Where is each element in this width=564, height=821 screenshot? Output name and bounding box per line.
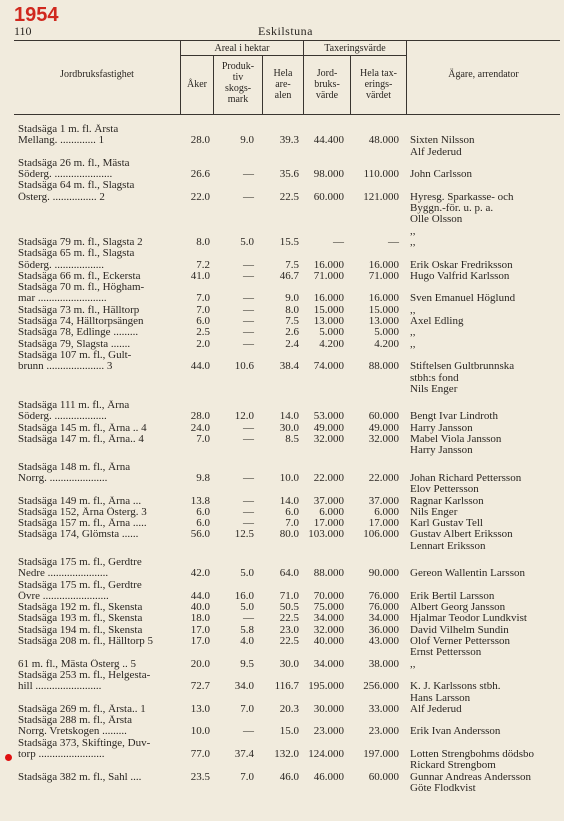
jordbruksvarde-cell: 5.000 bbox=[319, 326, 344, 339]
property-cell: Stadsäga 107 m. fl., Gult- bbox=[18, 349, 132, 361]
header-owner: Ägare, arrendator bbox=[448, 69, 519, 80]
skogsmark-cell: 37.4 bbox=[234, 748, 254, 761]
taxeringsvarde-cell: 197.000 bbox=[363, 748, 399, 761]
hela-arealen-cell: 7.5 bbox=[285, 315, 299, 328]
taxeringsvarde-cell: 71.000 bbox=[368, 269, 399, 282]
taxeringsvarde-cell: 33.000 bbox=[368, 702, 399, 715]
jordbruksvarde-cell: 16.000 bbox=[313, 292, 344, 305]
owner-cell: Olof Verner Pettersson bbox=[410, 635, 510, 648]
header-tax-group: Taxeringsvärde bbox=[324, 43, 386, 54]
table-row bbox=[0, 473, 564, 484]
jordbruksvarde-cell: 103.000 bbox=[308, 528, 344, 541]
property-cell: Stadsäga 79 m. fl., Slagsta 2 bbox=[18, 236, 143, 248]
header-property: Jordbruksfastighet bbox=[60, 69, 134, 80]
skogsmark-cell: 12.5 bbox=[234, 528, 254, 541]
skogsmark-cell: — bbox=[243, 725, 254, 738]
owner-cell: ,, bbox=[410, 224, 416, 237]
aker-cell: 6.0 bbox=[196, 315, 210, 328]
owner-cell: Ragnar Karlsson bbox=[410, 494, 484, 507]
table-row bbox=[0, 772, 564, 783]
table-row bbox=[0, 214, 564, 225]
property-cell: Stadsäga 193 m. fl., Skensta bbox=[18, 613, 143, 625]
table-row bbox=[0, 271, 564, 282]
owner-cell: Alf Jederud bbox=[410, 702, 462, 715]
skogsmark-cell: 5.8 bbox=[240, 623, 254, 636]
skogsmark-cell: 5.0 bbox=[240, 601, 254, 614]
jordbruksvarde-cell: 13.000 bbox=[313, 315, 344, 328]
jordbruksvarde-cell: 22.000 bbox=[313, 471, 344, 484]
owner-cell: Nils Enger bbox=[410, 382, 458, 395]
skogsmark-cell: — bbox=[243, 292, 254, 305]
aker-cell: 44.0 bbox=[190, 360, 210, 373]
taxeringsvarde-cell: 15.000 bbox=[368, 303, 399, 316]
skogsmark-cell: — bbox=[243, 421, 254, 434]
owner-cell: Axel Edling bbox=[410, 315, 464, 328]
header-skog: Produk- tiv skogs- mark bbox=[221, 61, 255, 105]
owner-cell: ,, bbox=[410, 303, 416, 316]
taxeringsvarde-cell: 34.000 bbox=[368, 612, 399, 625]
taxeringsvarde-cell: 49.000 bbox=[368, 421, 399, 434]
skogsmark-cell: — bbox=[243, 612, 254, 625]
aker-cell: 40.0 bbox=[190, 601, 210, 614]
owner-cell: Olle Olsson bbox=[410, 213, 463, 226]
table-row bbox=[0, 783, 564, 794]
hela-arealen-cell: 23.0 bbox=[279, 623, 299, 636]
owner-cell: Göte Flodkvist bbox=[410, 781, 476, 794]
jordbruksvarde-cell: 17.000 bbox=[313, 517, 344, 530]
owner-cell: Hugo Valfrid Karlsson bbox=[410, 269, 510, 282]
jordbruksvarde-cell: 4.200 bbox=[319, 337, 344, 350]
aker-cell: 8.0 bbox=[196, 235, 210, 248]
skogsmark-cell: — bbox=[243, 494, 254, 507]
aker-cell: 7.2 bbox=[196, 258, 210, 271]
hela-arealen-cell: 132.0 bbox=[274, 748, 299, 761]
owner-cell: Sixten Nilsson bbox=[410, 134, 475, 147]
jordbruksvarde-cell: 34.000 bbox=[313, 657, 344, 670]
page-number: 110 bbox=[14, 24, 32, 38]
red-marker-dot bbox=[5, 754, 12, 761]
table-row bbox=[0, 384, 564, 395]
hela-arealen-cell: 15.0 bbox=[279, 725, 299, 738]
taxeringsvarde-cell: 13.000 bbox=[368, 315, 399, 328]
hela-arealen-cell: 6.0 bbox=[285, 505, 299, 518]
taxeringsvarde-cell: 76.000 bbox=[368, 601, 399, 614]
table-row bbox=[0, 434, 564, 445]
table-row bbox=[0, 339, 564, 350]
taxeringsvarde-cell: 121.000 bbox=[363, 190, 399, 203]
table-body bbox=[0, 124, 564, 794]
hela-arealen-cell: 10.0 bbox=[279, 471, 299, 484]
skogsmark-cell: — bbox=[243, 258, 254, 271]
taxeringsvarde-cell: 16.000 bbox=[368, 292, 399, 305]
property-cell: 61 m. fl., Mästa Österg .. 5 bbox=[18, 658, 137, 670]
table-row bbox=[0, 169, 564, 180]
owner-cell: ,, bbox=[410, 337, 416, 350]
owner-cell: Hyresg. Sparkasse- och bbox=[410, 190, 514, 203]
owner-cell: Erik Oskar Fredriksson bbox=[410, 258, 513, 271]
taxeringsvarde-cell: 6.000 bbox=[374, 505, 399, 518]
taxeringsvarde-cell: 60.000 bbox=[368, 770, 399, 783]
aker-cell: 17.0 bbox=[190, 635, 210, 648]
property-cell: Stadsäga 65 m. fl., Slagsta bbox=[18, 248, 135, 260]
header-aker: Åker bbox=[187, 79, 207, 90]
aker-cell: 7.0 bbox=[196, 292, 210, 305]
property-cell: Norrg. Vretskogen ......... bbox=[18, 726, 127, 738]
jordbruksvarde-cell: 60.000 bbox=[313, 190, 344, 203]
taxeringsvarde-cell: 32.000 bbox=[368, 433, 399, 446]
jordbruksvarde-cell: 16.000 bbox=[313, 258, 344, 271]
skogsmark-cell: — bbox=[243, 505, 254, 518]
property-cell: Stadsäga 1 m. fl. Ärsta bbox=[18, 124, 119, 135]
aker-cell: 18.0 bbox=[190, 612, 210, 625]
jordbruksvarde-cell: 23.000 bbox=[313, 725, 344, 738]
property-cell: Stadsäga 111 m. fl., Ärna bbox=[18, 400, 130, 412]
table-row bbox=[0, 659, 564, 670]
property-cell: Stadsäga 66 m. fl., Eckersta bbox=[18, 270, 141, 282]
table-row bbox=[0, 147, 564, 158]
owner-cell: Karl Gustav Tell bbox=[410, 517, 483, 530]
aker-cell: 77.0 bbox=[190, 748, 210, 761]
owner-cell: Gustav Albert Eriksson bbox=[410, 528, 513, 541]
owner-cell: Harry Jansson bbox=[410, 421, 473, 434]
property-cell: Stadsäga 79, Slagsta ....... bbox=[18, 338, 131, 350]
owner-cell: John Carlsson bbox=[410, 168, 473, 181]
aker-cell: 9.8 bbox=[196, 471, 210, 484]
table-row bbox=[0, 203, 564, 214]
hela-arealen-cell: 9.0 bbox=[285, 292, 299, 305]
jordbruksvarde-cell: — bbox=[333, 235, 344, 248]
owner-cell: ,, bbox=[410, 326, 416, 339]
property-cell: Stadsäga 174, Glömsta ...... bbox=[18, 529, 139, 541]
skogsmark-cell: 16.0 bbox=[234, 589, 254, 602]
property-cell: Söderg. .................. bbox=[18, 259, 104, 271]
jordbruksvarde-cell: 32.000 bbox=[313, 433, 344, 446]
taxeringsvarde-cell: 106.000 bbox=[363, 528, 399, 541]
property-cell: Stadsäga 73 m. fl., Hälltorp bbox=[18, 304, 140, 316]
taxeringsvarde-cell: 256.000 bbox=[363, 680, 399, 693]
owner-cell: Nils Enger bbox=[410, 505, 458, 518]
jordbruksvarde-cell: 70.000 bbox=[313, 589, 344, 602]
hela-arealen-cell: 39.3 bbox=[279, 134, 299, 147]
owner-cell: Byggn.-för. u. p. a. bbox=[410, 202, 494, 215]
jordbruksvarde-cell: 46.000 bbox=[313, 770, 344, 783]
table-row bbox=[0, 373, 564, 384]
property-cell: Stadsäga 157 m. fl., Ärna ..... bbox=[18, 518, 147, 530]
owner-cell: stbh:s fond bbox=[410, 371, 459, 384]
owner-cell: Sven Emanuel Höglund bbox=[410, 292, 516, 305]
property-cell: brunn ..................... 3 bbox=[18, 361, 113, 373]
hela-arealen-cell: 20.3 bbox=[279, 702, 299, 715]
aker-cell: 56.0 bbox=[190, 528, 210, 541]
property-cell: Stadsäga 373, Skiftinge, Duv- bbox=[18, 737, 151, 749]
hela-arealen-cell: 14.0 bbox=[279, 410, 299, 423]
property-cell: Stadsäga 192 m. fl., Skensta bbox=[18, 602, 143, 614]
taxeringsvarde-cell: 22.000 bbox=[368, 471, 399, 484]
table-row bbox=[0, 529, 564, 540]
aker-cell: 13.0 bbox=[190, 702, 210, 715]
owner-cell: Lotten Strengbohms dödsbo bbox=[410, 748, 535, 761]
table-row bbox=[0, 237, 564, 248]
taxeringsvarde-cell: 17.000 bbox=[368, 517, 399, 530]
property-cell: Söderg. ..................... bbox=[18, 169, 113, 181]
table-row bbox=[0, 305, 564, 316]
taxeringsvarde-cell: 88.000 bbox=[368, 360, 399, 373]
jordbruksvarde-cell: 98.000 bbox=[313, 168, 344, 181]
aker-cell: 7.0 bbox=[196, 433, 210, 446]
owner-cell: Johan Richard Pettersson bbox=[410, 471, 522, 484]
hela-arealen-cell: 22.5 bbox=[279, 635, 299, 648]
hela-arealen-cell: 64.0 bbox=[279, 567, 299, 580]
jordbruksvarde-cell: 6.000 bbox=[319, 505, 344, 518]
taxeringsvarde-cell: 76.000 bbox=[368, 589, 399, 602]
property-cell: Övre ........................ bbox=[18, 590, 109, 602]
skogsmark-cell: — bbox=[243, 303, 254, 316]
property-cell: mar ......................... bbox=[18, 293, 107, 305]
property-cell: Söderg. ................... bbox=[18, 411, 107, 423]
header-bottom-rule bbox=[14, 114, 560, 115]
skogsmark-cell: — bbox=[243, 168, 254, 181]
table-row bbox=[0, 704, 564, 715]
property-cell: Stadsäga 194 m. fl., Skensta bbox=[18, 624, 143, 636]
table-row bbox=[0, 760, 564, 771]
jordbruksvarde-cell: 49.000 bbox=[313, 421, 344, 434]
aker-cell: 72.7 bbox=[190, 680, 210, 693]
table-row bbox=[0, 647, 564, 658]
table-row bbox=[0, 726, 564, 737]
header-area-group: Areal i hektar bbox=[214, 43, 270, 54]
hela-arealen-cell: 80.0 bbox=[279, 528, 299, 541]
header-hela-taxeringsvardet: Hela tax- erings- värdet bbox=[360, 68, 397, 101]
property-cell: Stadsäga 148 m. fl., Ärna bbox=[18, 461, 131, 473]
jordbruksvarde-cell: 88.000 bbox=[313, 567, 344, 580]
jordbruksvarde-cell: 30.000 bbox=[313, 702, 344, 715]
hela-arealen-cell: 38.4 bbox=[279, 360, 299, 373]
owner-cell: Rickard Strengbom bbox=[410, 759, 496, 772]
skogsmark-cell: 34.0 bbox=[234, 680, 254, 693]
owner-cell: Harry Jansson bbox=[410, 444, 473, 457]
owner-cell: K. J. Karlssons stbh. bbox=[410, 680, 501, 693]
owner-cell: ,, bbox=[410, 235, 416, 248]
owner-cell: Erik Bertil Larsson bbox=[410, 589, 495, 602]
hela-arealen-cell: 30.0 bbox=[279, 657, 299, 670]
table-row bbox=[0, 135, 564, 146]
property-cell: Stadsäga 145 m. fl., Ärna .. 4 bbox=[18, 422, 147, 434]
property-cell: Stadsäga 152, Ärna Österg. 3 bbox=[18, 506, 147, 518]
aker-cell: 17.0 bbox=[190, 623, 210, 636]
aker-cell: 41.0 bbox=[190, 269, 210, 282]
jordbruksvarde-cell: 75.000 bbox=[313, 601, 344, 614]
property-cell: torp ........................ bbox=[18, 749, 105, 761]
owner-cell: Gunnar Andreas Andersson bbox=[410, 770, 531, 783]
property-cell: Stadsäga 175 m. fl., Gerdtre bbox=[18, 556, 142, 568]
owner-cell: Gereon Wallentin Larsson bbox=[410, 567, 525, 580]
aker-cell: 2.0 bbox=[196, 337, 210, 350]
aker-cell: 42.0 bbox=[190, 567, 210, 580]
skogsmark-cell: 9.0 bbox=[240, 134, 254, 147]
property-cell: Stadsäga 288 m. fl., Ärsta bbox=[18, 715, 132, 727]
hela-arealen-cell: 30.0 bbox=[279, 421, 299, 434]
property-cell: Stadsäga 269 m. fl., Ärsta.. 1 bbox=[18, 703, 146, 715]
property-cell: hill ........................ bbox=[18, 681, 102, 693]
aker-cell: 28.0 bbox=[190, 410, 210, 423]
property-cell: Stadsäga 74, Hälltorpsängen bbox=[18, 316, 144, 328]
table-row bbox=[0, 541, 564, 552]
owner-cell: Ernst Pettersson bbox=[410, 646, 482, 659]
owner-cell: Hans Larsson bbox=[410, 691, 471, 704]
hela-arealen-cell: 8.5 bbox=[285, 433, 299, 446]
skogsmark-cell: — bbox=[243, 269, 254, 282]
skogsmark-cell: — bbox=[243, 517, 254, 530]
owner-cell: Hjalmar Teodor Lundkvist bbox=[410, 612, 527, 625]
hela-arealen-cell: 8.0 bbox=[285, 303, 299, 316]
skogsmark-cell: 5.0 bbox=[240, 567, 254, 580]
owner-cell: Mabel Viola Jansson bbox=[410, 433, 502, 446]
taxeringsvarde-cell: 5.000 bbox=[374, 326, 399, 339]
skogsmark-cell: — bbox=[243, 337, 254, 350]
hela-arealen-cell: 15.5 bbox=[279, 235, 299, 248]
hela-arealen-cell: 7.5 bbox=[285, 258, 299, 271]
property-cell: Stadsäga 26 m. fl., Mästa bbox=[18, 157, 130, 169]
skogsmark-cell: — bbox=[243, 315, 254, 328]
jordbruksvarde-cell: 32.000 bbox=[313, 623, 344, 636]
aker-cell: 2.5 bbox=[196, 326, 210, 339]
hela-arealen-cell: 2.4 bbox=[285, 337, 299, 350]
owner-cell: Bengt Ivar Lindroth bbox=[410, 410, 498, 423]
header-jordbruksvarde: Jord- bruks- värde bbox=[314, 68, 340, 101]
jordbruksvarde-cell: 40.000 bbox=[313, 635, 344, 648]
property-cell: Stadsäga 382 m. fl., Sahl .... bbox=[18, 771, 142, 783]
taxeringsvarde-cell: 110.000 bbox=[363, 168, 399, 181]
hela-arealen-cell: 22.5 bbox=[279, 190, 299, 203]
aker-cell: 7.0 bbox=[196, 303, 210, 316]
property-cell: Stadsäga 78, Edlinge ......... bbox=[18, 327, 139, 339]
skogsmark-cell: 12.0 bbox=[234, 410, 254, 423]
property-cell: Stadsäga 175 m. fl., Gerdtre bbox=[18, 579, 142, 591]
skogsmark-cell: — bbox=[243, 471, 254, 484]
aker-cell: 20.0 bbox=[190, 657, 210, 670]
skogsmark-cell: 10.6 bbox=[234, 360, 254, 373]
skogsmark-cell: 5.0 bbox=[240, 235, 254, 248]
table-row bbox=[0, 445, 564, 456]
hela-arealen-cell: 46.7 bbox=[279, 269, 299, 282]
owner-cell: Albert Georg Jansson bbox=[410, 601, 506, 614]
taxeringsvarde-cell: 43.000 bbox=[368, 635, 399, 648]
taxeringsvarde-cell: 16.000 bbox=[368, 258, 399, 271]
taxeringsvarde-cell: 60.000 bbox=[368, 410, 399, 423]
property-cell: Mellang. ............. 1 bbox=[18, 135, 105, 147]
aker-cell: 10.0 bbox=[190, 725, 210, 738]
taxeringsvarde-cell: 36.000 bbox=[368, 623, 399, 636]
hela-arealen-cell: 116.7 bbox=[274, 680, 299, 693]
table-row bbox=[0, 293, 564, 304]
property-cell: Stadsäga 253 m. fl., Helgesta- bbox=[18, 669, 151, 681]
taxeringsvarde-cell: 38.000 bbox=[368, 657, 399, 670]
hela-arealen-cell: 7.0 bbox=[285, 517, 299, 530]
property-cell: Stadsäga 147 m. fl., Ärna.. 4 bbox=[18, 434, 144, 446]
table-row bbox=[0, 484, 564, 495]
jordbruksvarde-cell: 74.000 bbox=[313, 360, 344, 373]
aker-cell: 13.8 bbox=[190, 494, 210, 507]
header-top-rule bbox=[14, 40, 560, 41]
aker-cell: 28.0 bbox=[190, 134, 210, 147]
taxeringsvarde-cell: 37.000 bbox=[368, 494, 399, 507]
table-row bbox=[0, 361, 564, 372]
aker-cell: 22.0 bbox=[190, 190, 210, 203]
taxeringsvarde-cell: 48.000 bbox=[368, 134, 399, 147]
header-hela-arealen: Hela are- alen bbox=[273, 68, 293, 101]
skogsmark-cell: — bbox=[243, 433, 254, 446]
hela-arealen-cell: 22.5 bbox=[279, 612, 299, 625]
table-row bbox=[0, 248, 564, 259]
aker-cell: 24.0 bbox=[190, 421, 210, 434]
owner-cell: Elov Pettersson bbox=[410, 483, 479, 496]
taxeringsvarde-cell: 90.000 bbox=[368, 567, 399, 580]
skogsmark-cell: 7.0 bbox=[240, 770, 254, 783]
hela-arealen-cell: 2.6 bbox=[285, 326, 299, 339]
jordbruksvarde-cell: 71.000 bbox=[313, 269, 344, 282]
hela-arealen-cell: 71.0 bbox=[279, 589, 299, 602]
hela-arealen-cell: 46.0 bbox=[279, 770, 299, 783]
aker-cell: 23.5 bbox=[190, 770, 210, 783]
skogsmark-cell: 4.0 bbox=[240, 635, 254, 648]
taxeringsvarde-cell: 23.000 bbox=[368, 725, 399, 738]
jordbruksvarde-cell: 37.000 bbox=[313, 494, 344, 507]
jordbruksvarde-cell: 124.000 bbox=[308, 748, 344, 761]
taxeringsvarde-cell: — bbox=[388, 235, 399, 248]
property-cell: Nedre ...................... bbox=[18, 568, 109, 580]
property-cell: Österg. ................ 2 bbox=[18, 191, 105, 203]
jordbruksvarde-cell: 34.000 bbox=[313, 612, 344, 625]
owner-cell: ,, bbox=[410, 657, 416, 670]
table-row bbox=[0, 327, 564, 338]
owner-cell: Alf Jederud bbox=[410, 145, 462, 158]
page-title: Eskilstuna bbox=[258, 24, 313, 38]
table-row bbox=[0, 496, 564, 507]
property-cell: Stadsäga 70 m. fl., Högham- bbox=[18, 282, 145, 294]
aker-cell: 6.0 bbox=[196, 505, 210, 518]
table-row bbox=[0, 568, 564, 579]
aker-cell: 44.0 bbox=[190, 589, 210, 602]
property-cell: Stadsäga 64 m. fl., Slagsta bbox=[18, 180, 135, 192]
hela-arealen-cell: 50.5 bbox=[279, 601, 299, 614]
jordbruksvarde-cell: 53.000 bbox=[313, 410, 344, 423]
skogsmark-cell: 9.5 bbox=[240, 657, 254, 670]
property-cell: Stadsäga 149 m. fl., Ärna ... bbox=[18, 495, 142, 507]
table-row bbox=[0, 681, 564, 692]
property-cell: Norrg. ..................... bbox=[18, 472, 108, 484]
jordbruksvarde-cell: 195.000 bbox=[308, 680, 344, 693]
property-cell: Stadsäga 208 m. fl., Hälltorp 5 bbox=[18, 636, 154, 648]
year-label: 1954 bbox=[14, 4, 59, 26]
hela-arealen-cell: 14.0 bbox=[279, 494, 299, 507]
skogsmark-cell: — bbox=[243, 190, 254, 203]
taxeringsvarde-cell: 4.200 bbox=[374, 337, 399, 350]
owner-cell: Erik Ivan Andersson bbox=[410, 725, 501, 738]
aker-cell: 26.6 bbox=[190, 168, 210, 181]
jordbruksvarde-cell: 15.000 bbox=[313, 303, 344, 316]
aker-cell: 6.0 bbox=[196, 517, 210, 530]
jordbruksvarde-cell: 44.400 bbox=[313, 134, 344, 147]
table-row bbox=[0, 316, 564, 327]
owner-cell: Lennart Eriksson bbox=[410, 539, 486, 552]
owner-cell: Stiftelsen Gultbrunnska bbox=[410, 360, 515, 373]
hela-arealen-cell: 35.6 bbox=[279, 168, 299, 181]
skogsmark-cell: 7.0 bbox=[240, 702, 254, 715]
skogsmark-cell: — bbox=[243, 326, 254, 339]
owner-cell: David Vilhelm Sundin bbox=[410, 623, 509, 636]
